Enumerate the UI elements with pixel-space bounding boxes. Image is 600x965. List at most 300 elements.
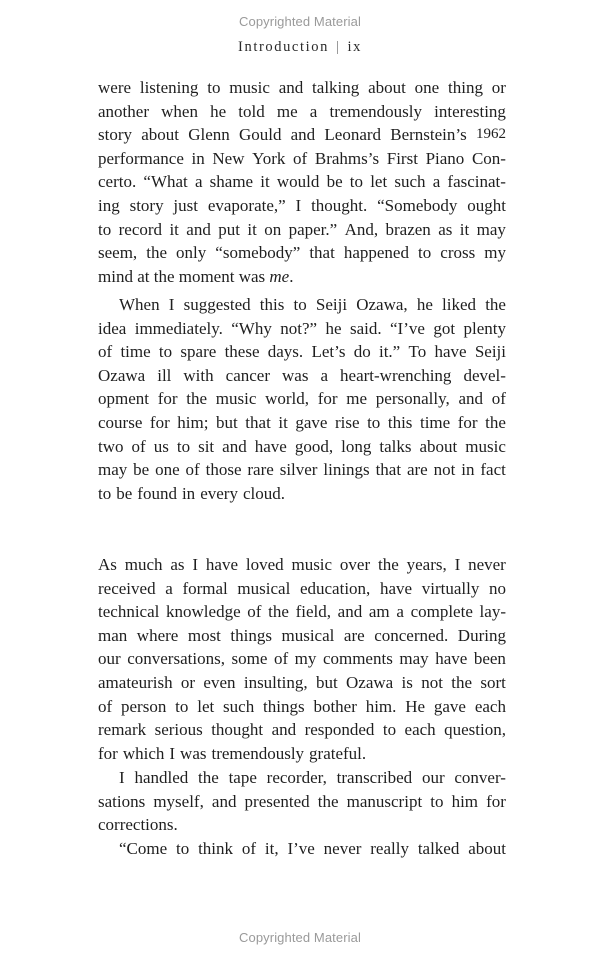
word: when xyxy=(161,101,198,121)
word: bother xyxy=(313,696,357,716)
text-line xyxy=(98,624,506,648)
word: the xyxy=(485,295,506,314)
word: Seiji xyxy=(315,295,348,314)
paragraph-continuation xyxy=(98,76,506,288)
word: thing xyxy=(448,78,483,97)
word: it.” xyxy=(378,342,401,362)
word: our xyxy=(421,768,445,787)
word: found xyxy=(137,483,177,503)
word: cross xyxy=(440,243,476,263)
word: “somebody” xyxy=(215,243,301,263)
word: course xyxy=(98,412,143,432)
word: about xyxy=(468,839,506,858)
word: talks xyxy=(379,436,412,456)
word: handled xyxy=(134,768,189,787)
word: field, xyxy=(295,602,331,622)
copyright-watermark-bottom: Copyrighted Material xyxy=(239,930,361,945)
word: Con- xyxy=(471,148,506,168)
paragraph-suggestion xyxy=(98,293,506,505)
word: be xyxy=(133,460,150,480)
word: tape xyxy=(228,768,257,787)
text-line xyxy=(98,387,506,411)
word: may xyxy=(399,649,429,669)
word: interesting xyxy=(434,101,506,121)
text-line xyxy=(98,194,506,218)
page-number: ix xyxy=(347,39,362,55)
word: insulting, xyxy=(243,672,308,692)
word: me xyxy=(346,389,368,409)
text-line xyxy=(98,577,506,601)
word: Let’s xyxy=(311,342,346,362)
word: I xyxy=(168,295,175,314)
word: been xyxy=(473,649,506,669)
word: received xyxy=(98,578,156,598)
word: said. xyxy=(349,318,382,338)
text-line xyxy=(98,76,506,100)
text-line xyxy=(98,123,506,147)
word: 1962 xyxy=(475,126,506,143)
word: as xyxy=(438,219,453,239)
word: I xyxy=(192,555,199,574)
word: thought. xyxy=(311,195,368,215)
word: rise xyxy=(334,412,360,432)
text-line xyxy=(98,100,506,124)
word: most xyxy=(187,625,221,645)
word: music xyxy=(215,389,257,409)
word: Leonard xyxy=(324,125,382,145)
word: gave xyxy=(295,412,328,432)
word: things xyxy=(230,625,272,645)
word: ought xyxy=(467,195,506,215)
word: heart-wrenching xyxy=(340,365,452,385)
word: Brahms’s xyxy=(314,148,380,168)
text-line xyxy=(98,458,506,482)
word: a xyxy=(396,602,404,622)
word: of xyxy=(293,148,308,168)
word: years, xyxy=(406,555,447,574)
word: and xyxy=(337,602,363,622)
word: sort xyxy=(480,672,506,692)
word: conversations, xyxy=(127,649,225,669)
word: comments xyxy=(322,649,393,669)
word: York xyxy=(252,148,286,168)
text-line xyxy=(98,813,506,837)
word: certo. xyxy=(98,172,137,192)
word: let xyxy=(370,172,388,192)
word: Ozawa xyxy=(98,365,146,385)
word: ing xyxy=(98,195,120,215)
word: performance xyxy=(98,148,184,168)
word: And, xyxy=(344,219,379,239)
word: another xyxy=(98,101,149,121)
word: have xyxy=(434,342,467,362)
word: Seiji xyxy=(474,342,506,362)
word: was xyxy=(282,365,309,385)
word: Ozawa xyxy=(346,672,394,692)
text-line xyxy=(98,293,506,317)
word: my xyxy=(294,649,317,669)
word: do xyxy=(353,342,371,362)
word: or xyxy=(491,78,506,97)
text-line xyxy=(98,241,506,265)
word: knowledge xyxy=(166,602,241,622)
word: is xyxy=(401,672,413,692)
word: of xyxy=(185,460,200,480)
word: Ozawa, xyxy=(356,295,408,314)
word: that xyxy=(309,243,335,263)
word: story xyxy=(98,125,132,145)
word: presented xyxy=(244,791,310,811)
word: to xyxy=(176,436,191,456)
word: I xyxy=(169,743,176,763)
word: and xyxy=(290,125,316,145)
word: may xyxy=(98,460,128,480)
word: amateurish xyxy=(98,672,173,692)
word: fact xyxy=(480,460,506,480)
word: are xyxy=(343,625,365,645)
emphasis-text: me xyxy=(269,266,290,286)
word: story xyxy=(129,195,164,215)
word: have xyxy=(205,555,238,574)
word: musical xyxy=(237,578,291,598)
text-line xyxy=(98,340,506,364)
word: good, xyxy=(294,436,334,456)
word: be xyxy=(116,483,133,503)
word: the xyxy=(198,768,219,787)
word: suggested xyxy=(183,295,251,314)
word: of xyxy=(98,342,113,362)
text-line xyxy=(98,553,506,577)
word: about xyxy=(141,125,179,145)
word: he xyxy=(325,318,342,338)
text-line xyxy=(98,647,506,671)
word: to xyxy=(207,78,221,97)
word: responded xyxy=(304,720,375,740)
running-head xyxy=(0,39,600,56)
text-line xyxy=(98,147,506,171)
word: “Come xyxy=(119,839,168,858)
word: days. xyxy=(267,342,304,362)
word: but xyxy=(315,672,338,692)
word: shame xyxy=(209,172,254,192)
word: to xyxy=(176,839,190,858)
word: paper.” xyxy=(288,219,338,239)
word: really xyxy=(370,839,409,858)
word: in xyxy=(461,460,475,480)
word: as xyxy=(170,555,185,574)
word: technical xyxy=(98,602,160,622)
word: record xyxy=(118,219,163,239)
word: “Why xyxy=(231,318,272,338)
word: for xyxy=(457,412,478,432)
word: As xyxy=(98,555,117,574)
word: New xyxy=(212,148,245,168)
word: to xyxy=(175,696,189,716)
word: think xyxy=(198,839,234,858)
word: liked xyxy=(442,295,477,314)
word: cancer xyxy=(225,365,270,385)
word: let xyxy=(197,696,215,716)
word: for xyxy=(98,743,118,763)
word: to xyxy=(158,342,173,362)
word: I xyxy=(295,195,302,215)
word: such xyxy=(223,696,255,716)
text-line xyxy=(98,482,506,506)
word: this xyxy=(259,295,285,314)
word: loved xyxy=(245,555,284,574)
word: devel- xyxy=(463,365,506,385)
word: recorder, xyxy=(266,768,327,787)
word: to xyxy=(293,295,307,314)
word: this xyxy=(387,412,413,432)
word: may xyxy=(476,219,506,239)
word: got xyxy=(433,318,456,338)
word: virtually xyxy=(421,578,480,598)
word: person xyxy=(121,696,167,716)
word: formal xyxy=(182,578,228,598)
text-line xyxy=(98,218,506,242)
word: such xyxy=(394,172,426,192)
word: to xyxy=(349,172,364,192)
word: he xyxy=(416,295,433,314)
text-line xyxy=(98,411,506,435)
word: “I’ve xyxy=(390,318,425,338)
word: listening xyxy=(139,78,199,97)
word: and xyxy=(458,389,484,409)
word: have xyxy=(254,436,287,456)
word: it, xyxy=(264,839,279,858)
word: ill xyxy=(157,365,172,385)
word: Piano xyxy=(425,148,465,168)
word: myself, xyxy=(153,791,204,811)
word: in xyxy=(181,483,196,503)
word: much xyxy=(124,555,163,574)
word: tremendously xyxy=(329,101,423,121)
word: sit xyxy=(198,436,215,456)
word: not xyxy=(433,460,456,480)
word: he xyxy=(210,101,227,121)
word: concerned. xyxy=(374,625,449,645)
word: him. xyxy=(365,696,397,716)
word: were xyxy=(98,78,132,97)
word: of xyxy=(241,839,257,858)
word: the xyxy=(146,243,167,263)
paragraph-come-to-think xyxy=(98,837,506,861)
word: fascinat- xyxy=(447,172,506,192)
word: happened xyxy=(343,243,409,263)
paragraph-musical-education xyxy=(98,553,506,765)
word: to xyxy=(382,720,397,740)
word: conver- xyxy=(454,768,506,787)
word: the xyxy=(186,389,208,409)
word: talked xyxy=(417,839,460,858)
text-line xyxy=(98,170,506,194)
text-line xyxy=(98,600,506,624)
word: would xyxy=(276,172,320,192)
word: it xyxy=(247,219,257,239)
word: about xyxy=(419,436,458,456)
word: those xyxy=(205,460,242,480)
word: never xyxy=(323,839,362,858)
word: music xyxy=(291,555,333,574)
word: silver xyxy=(279,460,318,480)
word: him; xyxy=(177,412,209,432)
word: and xyxy=(278,78,304,97)
word: one xyxy=(414,78,440,97)
text-line xyxy=(98,766,506,790)
word: the xyxy=(451,672,473,692)
word: lay- xyxy=(479,602,506,622)
word: evaporate,” xyxy=(207,195,286,215)
word: with xyxy=(183,365,214,385)
word: which xyxy=(122,743,165,763)
word: gave xyxy=(433,696,466,716)
word: tremendously xyxy=(211,743,305,763)
word: that xyxy=(245,412,271,432)
word: a xyxy=(165,578,173,598)
word: it xyxy=(278,412,288,432)
text-line xyxy=(98,671,506,695)
word: two xyxy=(98,436,124,456)
text-line xyxy=(98,695,506,719)
word: When xyxy=(119,295,160,314)
word: the xyxy=(268,602,289,622)
word: Bernstein’s xyxy=(390,125,467,145)
word: of xyxy=(247,602,262,622)
word: for xyxy=(317,389,338,409)
word: sations xyxy=(98,791,146,811)
word: have xyxy=(435,649,468,669)
word: to xyxy=(430,791,444,811)
word: of xyxy=(491,389,506,409)
text-line xyxy=(98,265,506,289)
word: a xyxy=(194,172,203,192)
word: it xyxy=(260,172,270,192)
word: me xyxy=(276,101,298,121)
word: have xyxy=(379,578,413,598)
word: brazen xyxy=(385,219,431,239)
text-line xyxy=(98,790,506,814)
word: remark xyxy=(98,720,147,740)
word: education, xyxy=(299,578,371,598)
word: for xyxy=(157,389,178,409)
word: be xyxy=(326,172,343,192)
word: grateful. xyxy=(309,743,367,763)
word: opment xyxy=(98,389,149,409)
word: personally, xyxy=(375,389,450,409)
word: musical xyxy=(281,625,335,645)
word: manuscript xyxy=(346,791,423,811)
word: to xyxy=(418,243,432,263)
word: spare xyxy=(180,342,217,362)
word: just xyxy=(173,195,198,215)
word: some xyxy=(231,649,268,669)
word: “Somebody xyxy=(377,195,458,215)
word: that xyxy=(375,460,402,480)
text-span: . xyxy=(289,266,294,286)
word: not xyxy=(421,672,443,692)
running-head-section: Introduction xyxy=(238,39,329,55)
text-line xyxy=(98,364,506,388)
word: Gould xyxy=(238,125,282,145)
word: never xyxy=(468,555,506,574)
word: long xyxy=(341,436,372,456)
text-line xyxy=(98,837,506,861)
word: no xyxy=(488,578,506,598)
word: linings xyxy=(323,460,370,480)
word: are xyxy=(406,460,428,480)
word: only xyxy=(176,243,207,263)
word: Glenn xyxy=(188,125,230,145)
word: to xyxy=(98,219,112,239)
word: each xyxy=(404,720,436,740)
word: our xyxy=(98,649,121,669)
word: him xyxy=(451,791,479,811)
text-line xyxy=(98,317,506,341)
word: I’ve xyxy=(287,839,315,858)
word: man xyxy=(98,625,128,645)
word: thought xyxy=(211,720,264,740)
word: was xyxy=(180,743,207,763)
word: it xyxy=(459,219,470,239)
word: world, xyxy=(265,389,310,409)
word: the xyxy=(317,791,339,811)
word: serious xyxy=(154,720,203,740)
word: and xyxy=(222,436,247,456)
word: First xyxy=(386,148,418,168)
word: and xyxy=(186,219,211,239)
word: complete xyxy=(410,602,473,622)
word: music xyxy=(229,78,270,97)
word: rare xyxy=(247,460,274,480)
word: my xyxy=(484,243,506,263)
word: He xyxy=(405,696,426,716)
word: plenty xyxy=(463,318,506,338)
word: corrections. xyxy=(98,815,178,835)
word: it xyxy=(169,219,179,239)
word: on xyxy=(264,219,282,239)
word: am xyxy=(368,602,390,622)
word: for xyxy=(149,412,170,432)
word: time xyxy=(120,342,151,362)
word: question, xyxy=(444,720,506,740)
word: a xyxy=(320,365,329,385)
word: to xyxy=(367,412,381,432)
word: the xyxy=(377,555,399,574)
word: of xyxy=(273,649,289,669)
word: even xyxy=(203,672,236,692)
word: talking xyxy=(312,78,360,97)
word: immediately. xyxy=(134,318,223,338)
word: a xyxy=(432,172,441,192)
word: things xyxy=(263,696,305,716)
word: and xyxy=(271,720,297,740)
word: of xyxy=(131,436,146,456)
word: where xyxy=(136,625,179,645)
word: To xyxy=(408,342,427,362)
word: of xyxy=(98,696,113,716)
word: transcribed xyxy=(336,768,413,787)
word: over xyxy=(339,555,371,574)
word: During xyxy=(457,625,506,645)
word: put xyxy=(218,219,240,239)
paragraph-tape-recorder xyxy=(98,766,506,837)
text-line xyxy=(98,742,506,766)
word: these xyxy=(224,342,260,362)
word: one xyxy=(155,460,180,480)
word: in xyxy=(191,148,205,168)
word: music xyxy=(465,436,506,456)
